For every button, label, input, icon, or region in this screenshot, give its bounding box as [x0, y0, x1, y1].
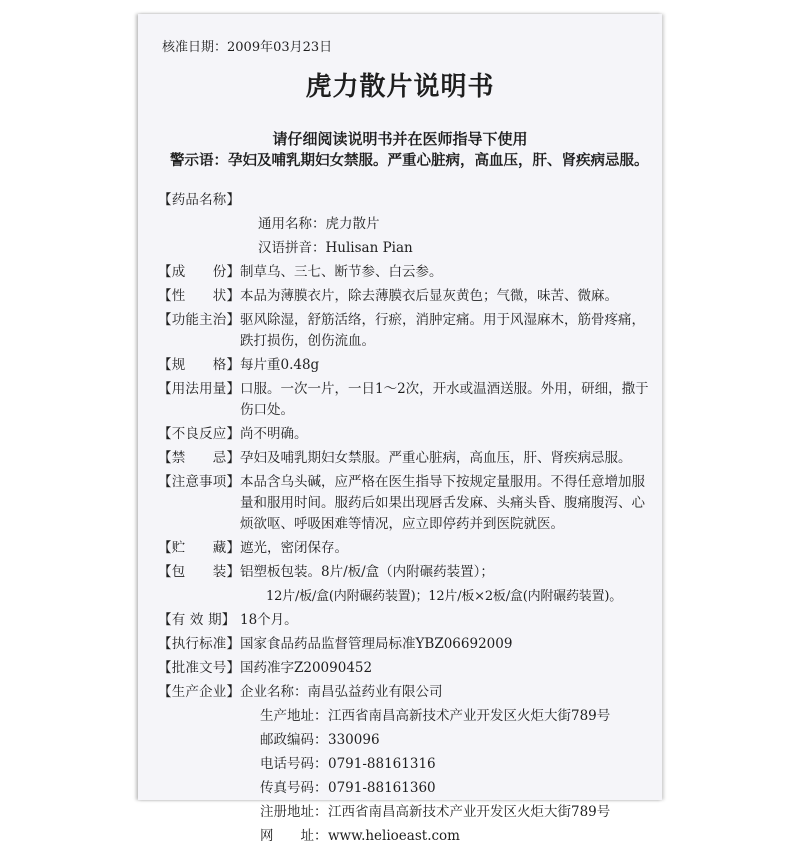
fax-number: 0791-88161360: [328, 780, 436, 796]
manufacturer-field: [158, 826, 654, 847]
section-precautions: [158, 472, 654, 535]
field-key: 电话号码：: [260, 756, 328, 772]
section-approval-number: [158, 658, 654, 679]
production-address: 江西省南昌高新技术产业开发区火炬大街789号: [328, 708, 611, 724]
instruction-leaflet: [138, 14, 662, 844]
section-content: 制草乌、三七、断节参、白云参。: [240, 264, 443, 280]
section-label: 【性 状】: [158, 288, 241, 304]
generic-name: 通用名称：虎力散片: [258, 216, 380, 232]
postal-code: 330096: [328, 732, 380, 748]
section-label: 【注意事项】: [158, 474, 241, 490]
page-title: 虎力散片说明书: [305, 72, 495, 102]
section-content: 18个月。: [240, 612, 298, 628]
field-key: 邮政编码：: [260, 732, 328, 748]
company-name: 企业名称：南昌弘益药业有限公司: [240, 684, 443, 700]
manufacturer-field: [158, 802, 654, 823]
packaging-line-1: 铝塑板包装。8片/板/盒（内附碾药装置）；: [240, 564, 494, 580]
section-label: 【成 份】: [158, 264, 241, 280]
section-manufacturer: [158, 682, 654, 703]
section-description: [158, 286, 654, 307]
pinyin-name: 汉语拼音：Hulisan Pian: [258, 240, 413, 256]
section-label: 【规 格】: [158, 357, 241, 373]
section-content: 本品为薄膜衣片，除去薄膜衣后显灰黄色；气微，味苦、微麻。: [240, 288, 618, 304]
section-contraindications: [158, 448, 654, 469]
section-label: 【用法用量】: [158, 381, 241, 397]
section-label: 【生产企业】: [158, 684, 241, 700]
section-content: 遮光，密闭保存。: [240, 540, 348, 556]
section-drug-name: [158, 190, 654, 211]
usage-notice: 请仔细阅读说明书并在医师指导下使用: [272, 130, 528, 148]
packaging-line-2: 12片/板/盒(内附碾药装置)；12片/板×2板/盒(内附碾药装置)。: [266, 589, 623, 604]
field-key: 网 址：: [260, 828, 328, 844]
field-key: 生产地址：: [260, 708, 328, 724]
section-packaging: [158, 562, 654, 583]
section-content: 本品含乌头碱，应严格在医生指导下按规定量服用。不得任意增加服量和服用时间。服药后如果出现唇舌发麻、头痛头昏、腹痛腹泻、心烦欲呕、呼吸困难等情况，应立即停药并到医院就医。: [240, 474, 645, 532]
section-adverse-reactions: [158, 424, 654, 445]
section-content: 国药准字Z20090452: [240, 660, 373, 676]
section-label: 【药品名称】: [158, 192, 241, 208]
section-strength: [158, 355, 654, 376]
section-content: 尚不明确。: [240, 426, 308, 442]
section-label: 【功能主治】: [158, 312, 241, 328]
section-storage: [158, 538, 654, 559]
section-shelf-life: [158, 610, 654, 631]
section-ingredients: [158, 262, 654, 283]
field-key: 传真号码：: [260, 780, 328, 796]
section-label: 【批准文号】: [158, 660, 241, 676]
section-content: 每片重0.48g: [240, 357, 320, 373]
section-label: 【不良反应】: [158, 426, 241, 442]
section-label: 【禁 忌】: [158, 450, 241, 466]
leaflet-body: [158, 190, 654, 850]
registered-address: 江西省南昌高新技术产业开发区火炬大街789号: [328, 804, 611, 820]
field-key: 注册地址：: [260, 804, 328, 820]
section-dosage: [158, 379, 654, 421]
website: www.helioeast.com: [328, 828, 460, 844]
section-indications: [158, 310, 654, 352]
manufacturer-field: [158, 730, 654, 751]
warning-statement: 警示语：孕妇及哺乳期妇女禁服。严重心脏病，高血压，肝、肾疾病忌服。: [170, 153, 649, 169]
manufacturer-field: [158, 706, 654, 727]
section-content: 口服。一次一片，一日1～2次，开水或温酒送服。外用，研细，撒于伤口处。: [240, 381, 649, 418]
section-label: 【执行标准】: [158, 636, 241, 652]
section-content: 国家食品药品监督管理局标准YBZ06692009: [240, 636, 513, 652]
phone-number: 0791-88161316: [328, 756, 436, 772]
section-content: 驱风除湿，舒筋活络，行瘀，消肿定痛。用于风湿麻木，筋骨疼痛，跌打损伤，创伤流血。: [240, 312, 645, 349]
section-content: 孕妇及哺乳期妇女禁服。严重心脏病，高血压，肝、肾疾病忌服。: [240, 450, 632, 466]
section-label: 【贮 藏】: [158, 540, 241, 556]
manufacturer-field: [158, 778, 654, 799]
section-standard: [158, 634, 654, 655]
section-label: 【包 装】: [158, 564, 241, 580]
approval-date: 核准日期：2009年03月23日: [162, 40, 333, 55]
manufacturer-field: [158, 754, 654, 775]
section-label: 【有 效 期】: [158, 612, 236, 628]
